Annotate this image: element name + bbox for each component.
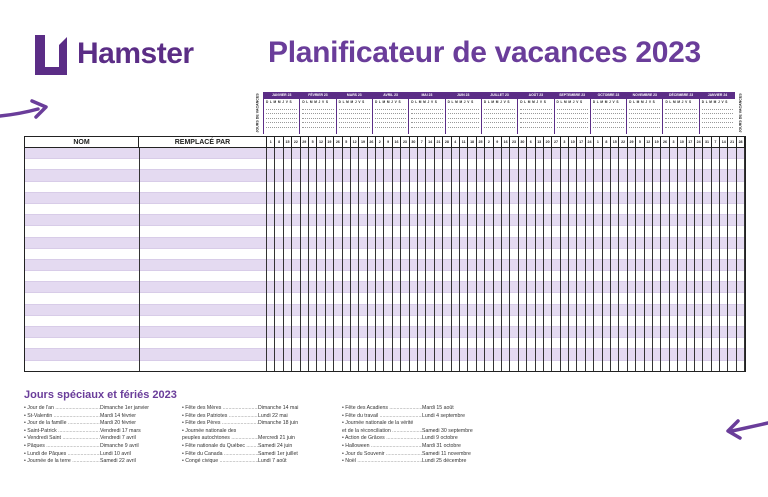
week-start-label: 18: [468, 137, 476, 148]
holiday-date: Lundi 25 décembre: [422, 458, 467, 465]
month-name: FÉVRIER 23: [300, 92, 335, 99]
holiday-item: [182, 458, 340, 466]
holiday-name: • Action de Grâces .....: [342, 435, 422, 443]
weekday-header: D L M M J V S: [701, 100, 728, 104]
table-row[interactable]: [25, 193, 745, 204]
month-name: AOÛT 23: [518, 92, 553, 99]
mini-calendar-month: [372, 92, 408, 134]
month-name: MARS 23: [337, 92, 372, 99]
month-name: NOVEMBRE 23: [627, 92, 662, 99]
mini-calendar-month: [554, 92, 590, 134]
holiday-date: Samedi 24 juin: [258, 442, 293, 449]
table-row[interactable]: [25, 316, 745, 327]
week-start-label: 7: [418, 137, 426, 148]
mini-calendar-strip: [252, 92, 746, 134]
month-dates: [700, 104, 735, 129]
holiday-name: et de la réconciliation .....: [342, 428, 422, 436]
holiday-name: • Fête du travail .....: [342, 413, 422, 421]
holiday-date: [413, 420, 512, 428]
holiday-name: • Congé civique .....: [182, 458, 258, 466]
holiday-name: • Noël .....: [342, 458, 422, 466]
holiday-name: • Jour du Souvenir .....: [342, 451, 422, 459]
week-start-label: 3: [561, 137, 569, 148]
holiday-item: [342, 458, 512, 466]
week-start-label: 27: [552, 137, 560, 148]
month-name: OCTOBRE 23: [591, 92, 626, 99]
arrow-right-icon: [0, 97, 52, 125]
mini-calendar-month: [336, 92, 372, 134]
week-start-label: 14: [426, 137, 434, 148]
holiday-item: [182, 413, 340, 421]
month-dates: [627, 104, 662, 129]
column-header-replaced-by: REMPLACÉ PAR: [139, 137, 267, 148]
week-start-label: 25: [477, 137, 485, 148]
week-start-label: 5: [309, 137, 317, 148]
holiday-item: [342, 435, 512, 443]
holiday-name: • Fête des Acadiens .....: [342, 405, 422, 413]
holiday-item: [182, 420, 340, 428]
holiday-item: [24, 428, 182, 436]
table-row[interactable]: [25, 148, 745, 159]
table-row[interactable]: [25, 327, 745, 338]
week-start-label: 26: [334, 137, 342, 148]
month-dates: [446, 104, 481, 129]
holiday-date: Lundi 4 septembre: [422, 412, 465, 419]
holiday-date: Dimanche 1er janvier: [100, 405, 150, 411]
week-start-label: 13: [536, 137, 544, 148]
mini-calendar-month: [263, 92, 299, 134]
week-start-label: 16: [502, 137, 510, 148]
week-start-label: 19: [653, 137, 661, 148]
week-start-label: 24: [586, 137, 594, 148]
mini-calendar-month: [699, 92, 735, 134]
brand-name: Hamster: [77, 37, 194, 70]
weekday-header: D L M M J V S: [520, 100, 547, 104]
holiday-date: Lundi 10 avril: [100, 450, 131, 457]
holiday-item: [182, 443, 340, 451]
column-divider: [139, 148, 140, 372]
holiday-date: [236, 428, 340, 436]
weekday-header: D L M M J V S: [556, 100, 583, 104]
holiday-date: Dimanche 18 juin: [258, 420, 299, 427]
table-row[interactable]: [25, 182, 745, 193]
month-name: DÉCEMBRE 23: [663, 92, 698, 99]
month-dates: [337, 104, 372, 129]
table-row[interactable]: [25, 293, 745, 304]
column-divider: [266, 148, 267, 372]
holiday-date: Vendredi 17 mars: [100, 427, 141, 434]
month-dates: [518, 104, 553, 129]
holiday-name: • Vendredi Saint .....: [24, 435, 100, 443]
table-row[interactable]: [25, 159, 745, 170]
weekday-header: D L M M J V S: [665, 100, 692, 104]
holiday-item: [182, 435, 340, 443]
mini-calendar-month: [299, 92, 335, 134]
week-start-label: 21: [728, 137, 736, 148]
holiday-item: [24, 435, 182, 443]
holiday-date: Mardi 15 août: [422, 405, 454, 411]
grid-header: [25, 137, 745, 148]
holiday-item: [342, 420, 512, 428]
week-start-label: 8: [275, 137, 283, 148]
holidays-column-3: [342, 405, 512, 466]
table-row[interactable]: [25, 305, 745, 316]
holiday-name: • Saint-Patrick .....: [24, 428, 100, 436]
week-start-label: 16: [393, 137, 401, 148]
week-start-label: 5: [343, 137, 351, 148]
mini-calendar-month: [626, 92, 662, 134]
table-row[interactable]: [25, 226, 745, 237]
month-name: JUIN 23: [446, 92, 481, 99]
week-start-label: 1: [267, 137, 275, 148]
week-start-label: 14: [720, 137, 728, 148]
table-row[interactable]: [25, 271, 745, 282]
week-start-label: 4: [452, 137, 460, 148]
holiday-date: Mardi 31 octobre: [422, 442, 461, 449]
week-start-label: 9: [384, 137, 392, 148]
holiday-item: [24, 458, 182, 466]
weekday-header: D L M M J V S: [629, 100, 656, 104]
holiday-date: Mardi 20 février: [100, 420, 137, 427]
month-dates: [663, 104, 698, 129]
holiday-date: Lundi 22 mai: [258, 412, 288, 419]
table-row[interactable]: [25, 238, 745, 249]
month-name: JANVIER 24: [700, 92, 735, 99]
weekday-header: D L M M J V S: [411, 100, 438, 104]
week-start-label: 19: [326, 137, 334, 148]
holiday-date: Vendredi 7 avril: [100, 435, 136, 442]
week-start-label: 31: [703, 137, 711, 148]
month-dates: [300, 104, 335, 129]
holiday-item: [342, 413, 512, 421]
holiday-name: • Lundi de Pâques .....: [24, 451, 100, 459]
month-dates: [373, 104, 408, 129]
page-title: Planificateur de vacances 2023: [268, 36, 701, 69]
table-row[interactable]: [25, 260, 745, 271]
week-start-label: 19: [359, 137, 367, 148]
week-start-label: 15: [611, 137, 619, 148]
month-name: JANVIER 23: [264, 92, 299, 99]
holiday-name: • Fête nationale du Québec .....: [182, 443, 258, 451]
holiday-name: • Fête des Pères .....: [182, 420, 258, 428]
week-start-label: 26: [661, 137, 669, 148]
holiday-date: Samedi 30 septembre: [422, 427, 473, 434]
week-start-label: 28: [737, 137, 745, 148]
holiday-item: [24, 405, 182, 413]
week-start-label: 24: [695, 137, 703, 148]
week-start-label: 23: [510, 137, 518, 148]
week-start-label: 8: [603, 137, 611, 148]
holiday-item: [342, 451, 512, 459]
holiday-item: [342, 428, 512, 436]
month-dates: [555, 104, 590, 129]
week-start-label: 26: [368, 137, 376, 148]
month-dates: [591, 104, 626, 129]
mini-calendar-month: [445, 92, 481, 134]
mini-calendar-month: [408, 92, 444, 134]
holiday-date: Samedi 11 novembre: [422, 450, 471, 457]
table-row[interactable]: [25, 282, 745, 293]
holiday-item: [24, 413, 182, 421]
holiday-item: [24, 443, 182, 451]
weekday-header: D L M M J V S: [302, 100, 329, 104]
arrow-left-icon: [724, 413, 768, 441]
side-label-left: JOURS DE VACANCES: [255, 93, 260, 133]
weekday-header: D L M M J V S: [266, 100, 293, 104]
holiday-name: • Fête du Canada .....: [182, 451, 258, 459]
week-start-label: 20: [544, 137, 552, 148]
weekday-header: D L M M J V S: [374, 100, 401, 104]
table-row[interactable]: [25, 338, 745, 349]
mini-calendar-month: [481, 92, 517, 134]
brand-logo: [33, 33, 203, 79]
holiday-name: • Halloween .....: [342, 443, 422, 451]
week-start-label: 29: [628, 137, 636, 148]
weekday-header: D L M M J V S: [483, 100, 510, 104]
week-start-label: 12: [351, 137, 359, 148]
holiday-name: • Journée nationale de la vérité: [342, 420, 414, 427]
table-row[interactable]: [25, 361, 745, 372]
month-name: MAI 23: [409, 92, 444, 99]
holiday-item: [24, 420, 182, 428]
holiday-item: [182, 428, 340, 436]
table-row[interactable]: [25, 249, 745, 260]
week-start-label: 12: [645, 137, 653, 148]
month-dates: [264, 104, 299, 129]
week-start-label: 17: [687, 137, 695, 148]
holiday-name: • Jour de l'an .....: [24, 405, 100, 413]
month-dates: [482, 104, 517, 129]
week-start-label: 23: [401, 137, 409, 148]
weekday-header: D L M M J V S: [592, 100, 619, 104]
vacation-grid: [24, 136, 746, 372]
holiday-date: Samedi 22 avril: [100, 458, 136, 465]
week-start-label: 2: [376, 137, 384, 148]
side-label-right: JOURS DE VACANCES: [738, 93, 743, 133]
column-header-name: NOM: [25, 137, 139, 148]
holiday-date: Lundi 9 octobre: [422, 435, 458, 442]
holiday-name: • Fête des Mères .....: [182, 405, 258, 413]
holiday-item: [24, 451, 182, 459]
holiday-date: Mardi 14 février: [100, 412, 137, 419]
mini-calendar-month: [662, 92, 698, 134]
week-start-label: 1: [594, 137, 602, 148]
table-row[interactable]: [25, 215, 745, 226]
table-row[interactable]: [25, 349, 745, 360]
week-start-label: 7: [712, 137, 720, 148]
holiday-item: [342, 443, 512, 451]
month-name: AVRIL 23: [373, 92, 408, 99]
weekday-header: D L M M J V S: [338, 100, 365, 104]
holiday-item: [342, 405, 512, 413]
holiday-item: [182, 405, 340, 413]
week-start-label: 21: [435, 137, 443, 148]
holiday-date: Samedi 1er juillet: [258, 450, 298, 457]
week-start-label: 28: [443, 137, 451, 148]
holiday-date: Dimanche 14 mai: [258, 405, 299, 411]
holiday-name: • Journée de la terre .....: [24, 458, 100, 466]
week-start-label: 9: [494, 137, 502, 148]
week-start-label: 22: [292, 137, 300, 148]
holiday-name: • Pâques .....: [24, 443, 100, 451]
holiday-date: Dimanche 9 avril: [100, 442, 139, 449]
holidays-title: Jours spéciaux et fériés 2023: [24, 389, 177, 401]
table-row[interactable]: [25, 204, 745, 215]
week-start-label: 30: [410, 137, 418, 148]
holiday-name: • St-Valentin .....: [24, 413, 100, 421]
week-start-label: 22: [619, 137, 627, 148]
week-start-label: 12: [317, 137, 325, 148]
week-start-label: 30: [519, 137, 527, 148]
holiday-date: Lundi 7 août: [258, 458, 287, 465]
month-name: SEPTEMBRE 23: [555, 92, 590, 99]
holiday-name: • Journée nationale des: [182, 427, 237, 434]
week-start-label: 15: [284, 137, 292, 148]
week-start-label: 6: [527, 137, 535, 148]
month-dates: [409, 104, 444, 129]
weekday-header: D L M M J V S: [447, 100, 474, 104]
holiday-name: • Fête des Patriotes .....: [182, 413, 258, 421]
holiday-name: peuples autochtones .....: [182, 435, 258, 443]
week-start-label: 17: [577, 137, 585, 148]
month-name: JUILLET 23: [482, 92, 517, 99]
holidays-column-2: [182, 405, 340, 466]
holiday-date: Mercredi 21 juin: [258, 435, 295, 442]
hamster-logo-icon: [33, 33, 69, 77]
week-start-label: 3: [670, 137, 678, 148]
mini-calendar-month: [590, 92, 626, 134]
week-start-label: 5: [636, 137, 644, 148]
holidays-column-1: [24, 405, 182, 466]
week-start-label: 11: [460, 137, 468, 148]
week-start-label: 29: [301, 137, 309, 148]
week-start-label: 10: [569, 137, 577, 148]
week-start-label: 2: [485, 137, 493, 148]
mini-calendar-month: [517, 92, 553, 134]
table-row[interactable]: [25, 170, 745, 181]
holiday-name: • Jour de la famille .....: [24, 420, 100, 428]
week-start-label: 10: [678, 137, 686, 148]
holiday-item: [182, 451, 340, 459]
